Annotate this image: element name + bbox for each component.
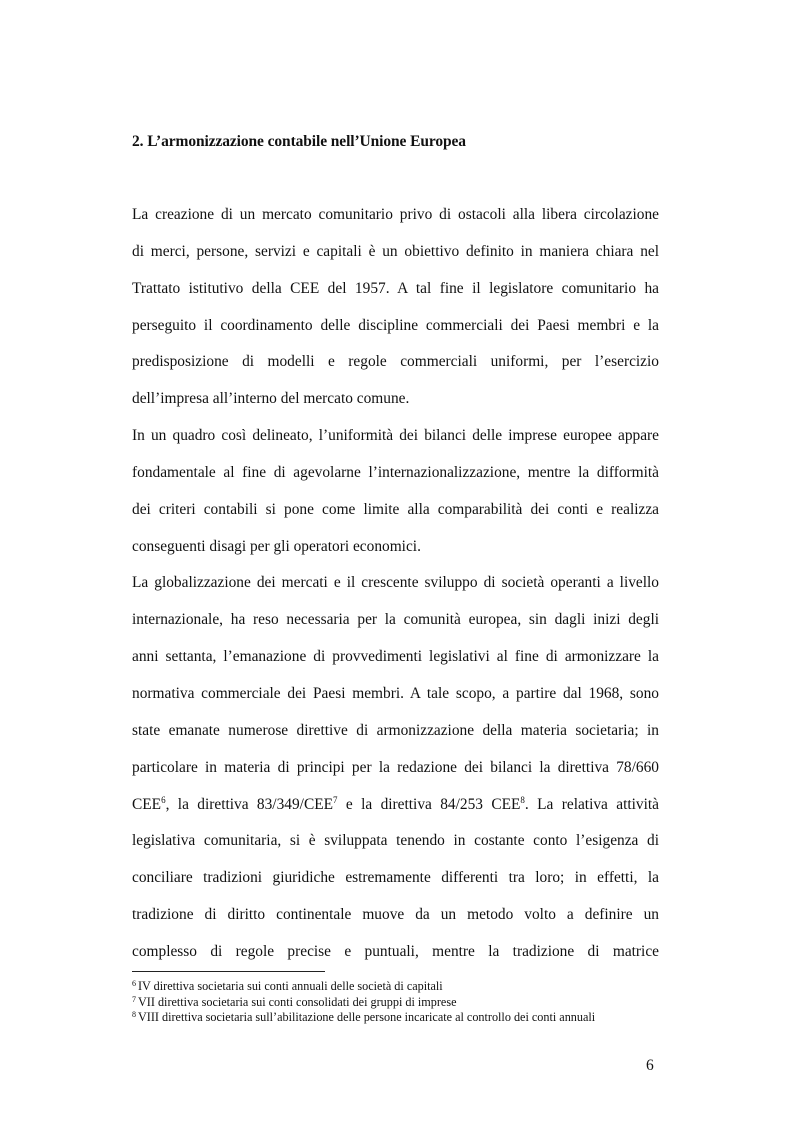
text-line: normativa commerciale dei Paesi membri. A tale scopo, a partire dal 1968, sono (132, 684, 659, 702)
text-line: legislativa comunitaria, si è sviluppata tenendo in costante conto l’esigenza di (132, 832, 659, 850)
text-line: anni settanta, l’emanazione di provvedimenti legislativi al fine di armonizzare la (132, 648, 659, 666)
footnote-text: IV direttiva societaria sui conti annuali delle società di capitali (138, 979, 443, 993)
footnotes (132, 979, 692, 1026)
text-line: Trattato istitutivo della CEE del 1957. A tal fine il legislatore comunitario ha (132, 279, 659, 297)
text-line: perseguito il coordinamento delle discipline commerciali dei Paesi membri e la (132, 316, 659, 334)
text-line: fondamentale al fine di agevolarne l’internazionalizzazione, mentre la difformità (132, 463, 659, 481)
text-fragment: e la direttiva 84/253 CEE (337, 795, 521, 813)
footnote (132, 979, 692, 995)
text-line: conseguenti disagi per gli operatori economici. (132, 537, 421, 555)
body-text (132, 200, 659, 974)
text-line: tradizione di diritto continentale muove da un metodo volto a definire un (132, 906, 659, 924)
footnote-text: VII direttiva societaria sui conti consolidati dei gruppi di imprese (138, 994, 457, 1009)
footnote (132, 1010, 692, 1026)
text-line: internazionale, ha reso necessaria per la comunità europea, sin dagli inizi degli (132, 611, 659, 629)
footnote-text: VIII direttiva societaria sull’abilitazione delle persone incaricate al controllo dei conti annuali (138, 1010, 596, 1024)
footnote-ref: 6 (161, 794, 166, 805)
footnote-separator (132, 971, 325, 972)
text-line: di merci, persone, servizi e capitali è un obiettivo definito in maniera chiara nel (132, 242, 659, 260)
text-line-with-footnote-refs (132, 790, 659, 827)
text-line: predisposizione di modelli e regole commerciali uniformi, per l’esercizio (132, 353, 659, 371)
text-fragment: , la direttiva 83/349/CEE (165, 795, 334, 813)
footnote-number: 8 (132, 1010, 136, 1019)
footnote-number: 6 (132, 979, 136, 988)
text-fragment: CEE (132, 795, 162, 813)
text-line: state emanate numerose direttive di armonizzazione della materia societaria; in (132, 721, 659, 739)
text-line: La creazione di un mercato comunitario privo di ostacoli alla libera circolazione (132, 206, 659, 223)
text-line: In un quadro così delineato, l’uniformità dei bilanci delle imprese europee appare (132, 427, 659, 445)
footnote-ref: 7 (333, 794, 338, 805)
text-fragment: . La relativa attività (524, 795, 659, 813)
text-line: dell’impresa all’interno del mercato comune. (132, 390, 410, 408)
text-line: conciliare tradizioni giuridiche estremamente differenti tra loro; in effetti, la (132, 869, 659, 887)
text-line: dei criteri contabili si pone come limite alla comparabilità dei conti e realizza (132, 500, 659, 518)
text-line: La globalizzazione dei mercati e il crescente sviluppo di società operanti a livello (132, 574, 659, 592)
text-line: complesso di regole precise e puntuali, mentre la tradizione di matrice (132, 942, 659, 960)
text-line: particolare in materia di principi per la redazione dei bilanci la direttiva 78/660 (132, 758, 659, 776)
footnote-ref: 8 (520, 794, 525, 805)
page-number: 6 (646, 1057, 654, 1074)
section-heading: 2. L’armonizzazione contabile nell’Unione Europea (132, 133, 466, 150)
footnote (132, 995, 692, 1011)
footnote-number: 7 (132, 994, 136, 1004)
